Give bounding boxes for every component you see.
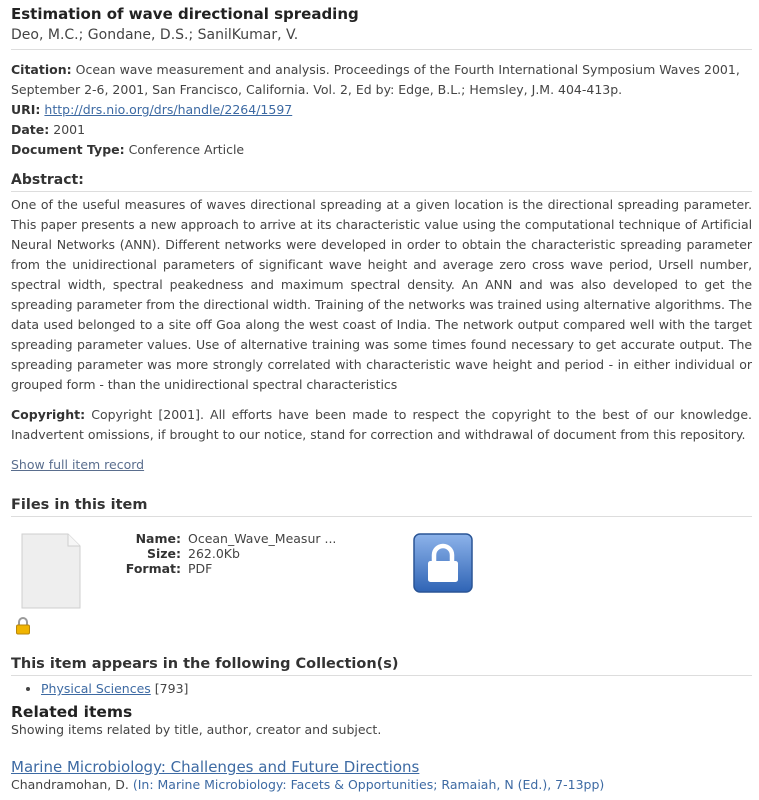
restricted-lock-icon <box>15 617 31 635</box>
collections-heading: This item appears in the following Collection(s) <box>11 656 399 672</box>
item-title: Estimation of wave directional spreading <box>11 5 359 23</box>
divider <box>11 49 752 50</box>
collections-list <box>11 680 752 698</box>
uri-row <box>11 100 752 120</box>
file-format: PDF <box>188 561 213 576</box>
related-subheading: Showing items related by title, author, creator and subject. <box>11 722 382 737</box>
date-row <box>11 120 752 140</box>
uri-link[interactable]: http://drs.nio.org/drs/handle/2264/1597 <box>44 102 293 117</box>
list-item <box>41 680 752 698</box>
abstract-heading: Abstract: <box>11 172 84 188</box>
related-item-source: (In: Marine Microbiology: Facets & Opportunities; Ramaiah, N (Ed.), 7-13pp) <box>132 777 605 792</box>
copyright-block <box>11 405 752 445</box>
divider <box>11 191 752 192</box>
file-info <box>121 531 336 576</box>
file-size: 262.0Kb <box>188 546 240 561</box>
uri-label: URI: <box>11 102 41 117</box>
related-item-meta <box>11 776 752 794</box>
related-item-title[interactable]: Marine Microbiology: Challenges and Future Directions <box>11 758 420 776</box>
item-authors: Deo, M.C.; Gondane, D.S.; SanilKumar, V. <box>11 27 299 43</box>
related-item-author: Chandramohan, D. <box>11 777 129 792</box>
copyright-label: Copyright: <box>11 407 86 422</box>
collection-link[interactable]: Physical Sciences <box>41 681 151 696</box>
document-thumbnail-icon[interactable] <box>21 533 81 609</box>
citation-label: Citation: <box>11 62 72 77</box>
citation-value: Ocean wave measurement and analysis. Proceedings of the Fourth International Symposium Waves 2001, September 2-6, 2001, San Francisco, California. Vol. 2, Ed by: Edge, B.L.; Hemsley, J.M. 404-413p. <box>11 62 740 97</box>
collection-count: [793] <box>154 681 189 696</box>
abstract-text: One of the useful measures of waves directional spreading at a given location is the directional spreading parameter. This paper presents a new approach to arrive at its characteristic value using the computational technique of Artificial Neural Networks (ANN). Different networks were developed in order to obtain the characteristic spreading parameter from the unidirectional parameters of significant wave height and average zero cross wave period, Ursell number, spectral width, spectral peakedness and maximum spectral density. An ANN and was also developed to get the spreading parameter from the directional width. Training of the networks was trained using alternative algorithms. The data used belonged to a site off Goa along the west coast of India. The network output compared well with the target spreading parameter values. Use of alternative training was some times found necessary to get accurate output. The spreading parameter was more strongly correlated with characteristic wave height and period - in either individual or grouped form - than the unidirectional spectral characteristics <box>11 197 752 392</box>
copyright-text: Copyright [2001]. All efforts have been made to respect the copyright to the best of our knowledge. Inadvertent omissions, if brought to our notice, stand for correction and withdrawal of document from this repository. <box>11 407 752 442</box>
file-size-label: Size: <box>146 546 181 561</box>
citation-row <box>11 60 752 100</box>
file-item <box>11 517 752 647</box>
related-heading: Related items <box>11 703 133 721</box>
item-view <box>11 4 752 794</box>
date-value: 2001 <box>53 122 86 137</box>
doctype-label: Document Type: <box>11 142 125 157</box>
access-restricted-lock-icon[interactable] <box>413 533 473 593</box>
divider <box>11 675 752 676</box>
show-full-record-link[interactable]: Show full item record <box>11 457 145 472</box>
doctype-value: Conference Article <box>128 142 245 157</box>
file-name-label: Name: <box>135 531 181 546</box>
doctype-row <box>11 140 752 160</box>
file-format-label: Format: <box>125 561 181 576</box>
metadata-block <box>11 60 752 160</box>
file-name: Ocean_Wave_Measur ... <box>188 531 337 546</box>
date-label: Date: <box>11 122 50 137</box>
related-item <box>11 758 752 794</box>
files-heading: Files in this item <box>11 497 148 513</box>
